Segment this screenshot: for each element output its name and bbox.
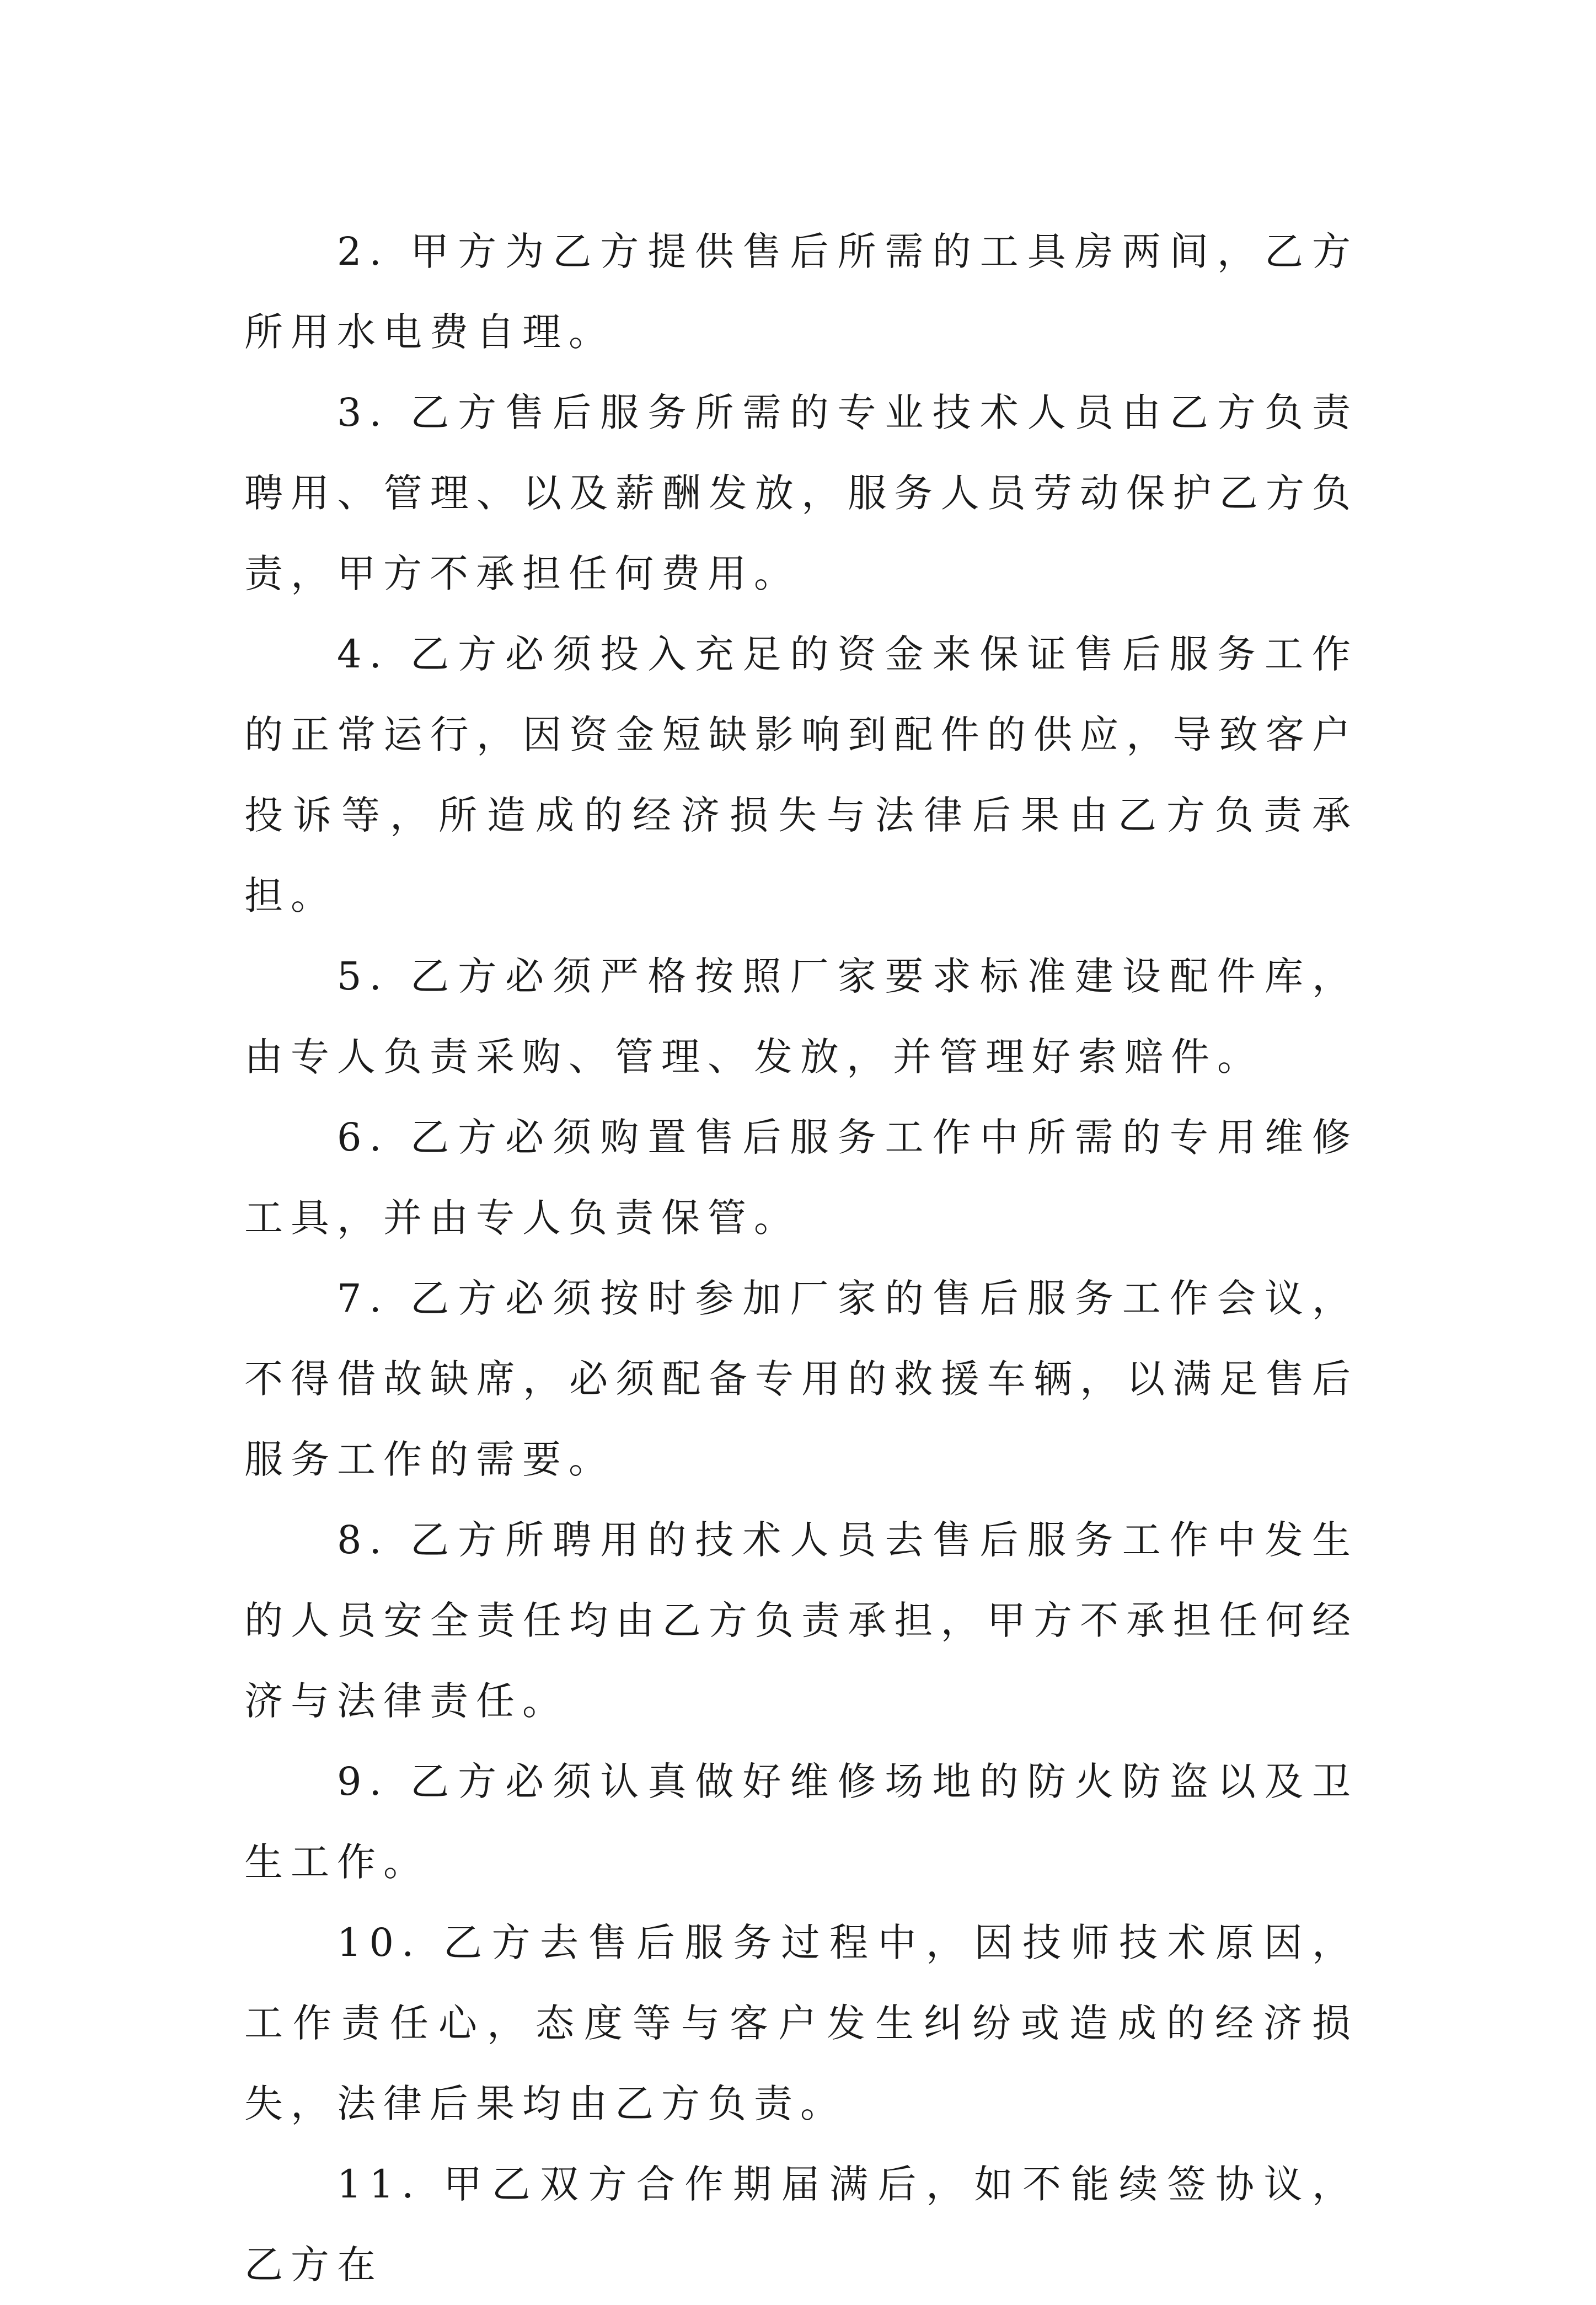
document-body <box>244 211 1358 2305</box>
clause-9: 9. 乙方必须认真做好维修场地的防火防盗以及卫生工作。 <box>244 1759 1358 1885</box>
clause-7: 7. 乙方必须按时参加厂家的售后服务工作会议，不得借故缺席，必须配备专用的救援车辆，以满足售后服务工作的需要。 <box>244 1276 1358 1482</box>
clause-4: 4. 乙方必须投入充足的资金来保证售后服务工作的正常运行，因资金短缺影响到配件的供应，导致客户投诉等，所造成的经济损失与法律后果由乙方负责承担。 <box>244 632 1358 918</box>
clause-2: 2. 甲方为乙方提供售后所需的工具房两间，乙方所用水电费自理。 <box>244 229 1358 355</box>
clause-10: 10. 乙方去售后服务过程中，因技师技术原因，工作责任心，态度等与客户发生纠纷或造成的经济损失，法律后果均由乙方负责。 <box>244 1920 1358 2126</box>
clause-8: 8. 乙方所聘用的技术人员去售后服务工作中发生的人员安全责任均由乙方负责承担，甲方不承担任何经济与法律责任。 <box>244 1517 1358 1724</box>
clause-5: 5. 乙方必须严格按照厂家要求标准建设配件库，由专人负责采购、管理、发放，并管理好索赔件。 <box>244 954 1358 1079</box>
clause-6: 6. 乙方必须购置售后服务工作中所需的专用维修工具，并由专人负责保管。 <box>244 1115 1358 1240</box>
clause-3: 3. 乙方售后服务所需的专业技术人员由乙方负责聘用、管理、以及薪酬发放，服务人员劳动保护乙方负责，甲方不承担任何费用。 <box>244 390 1358 596</box>
clause-11: 11. 甲乙双方合作期届满后，如不能续签协议，乙方在 <box>244 2162 1358 2287</box>
